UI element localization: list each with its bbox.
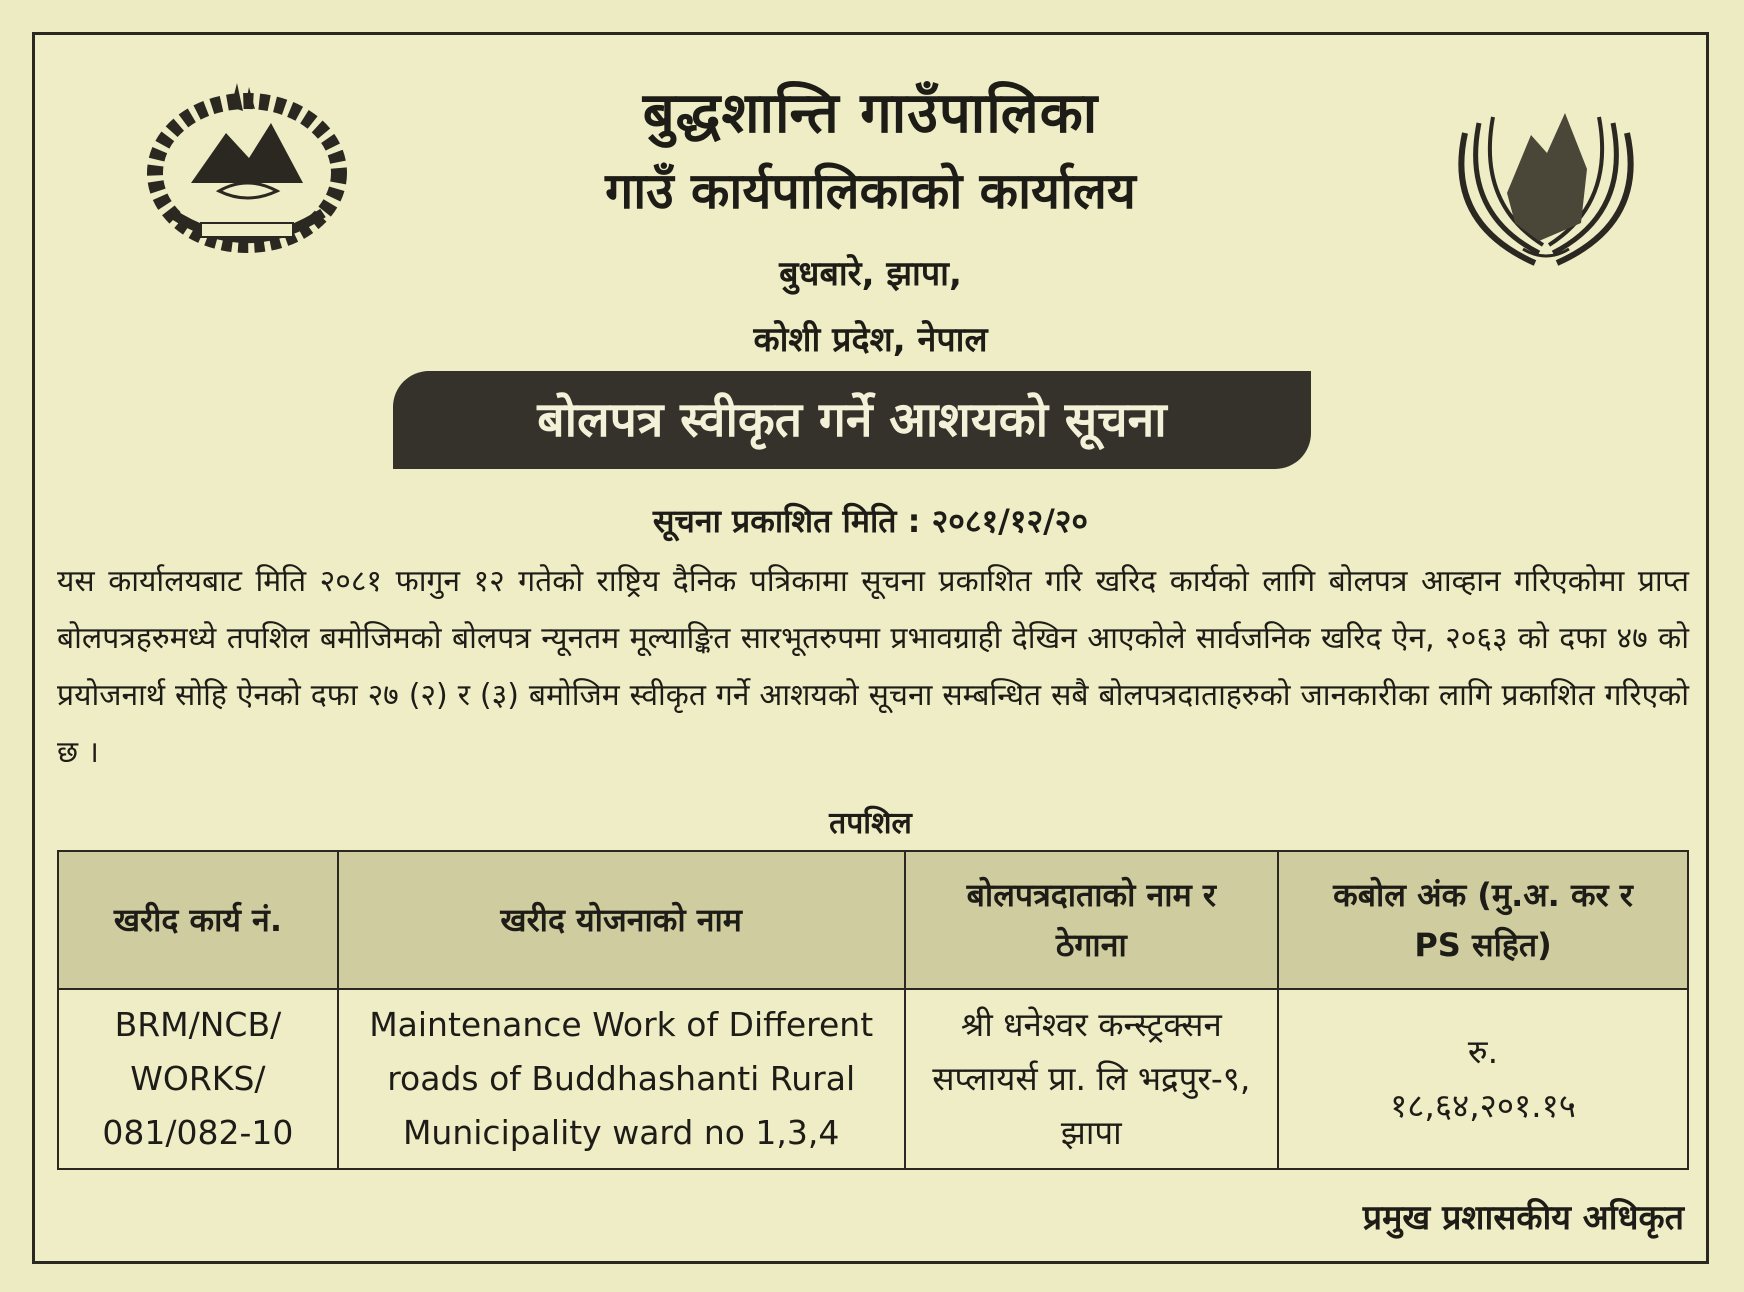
- office-title: गाउँ कार्यपालिकाको कार्यालय: [605, 162, 1136, 220]
- notice-frame: [32, 32, 1709, 1264]
- header-bidder: बोलपत्रदाताको नाम र ठेगाना: [905, 851, 1279, 989]
- header-contract-no: खरीद कार्य नं.: [58, 851, 338, 989]
- address-line-2: कोशी प्रदेश, नेपाल: [753, 320, 988, 360]
- section-label: तपशिल: [829, 806, 912, 841]
- cell-project-name: Maintenance Work of Different roads of Buddhashanti Rural Municipality ward no 1,3,4: [338, 989, 905, 1169]
- published-date: सूचना प्रकाशित मिति : २०८१/१२/२०: [652, 502, 1089, 540]
- header-bid-amount: कबोल अंक (मु.अ. कर र PS सहित): [1278, 851, 1688, 989]
- cell-bidder: श्री धनेश्वर कन्स्ट्रक्सन सप्लायर्स प्रा. लि भद्रपुर-९, झापा: [905, 989, 1279, 1169]
- municipality-title: बुद्धशान्ति गाउँपालिका: [642, 81, 1099, 146]
- signatory: प्रमुख प्रशासकीय अधिकृत: [1362, 1198, 1684, 1238]
- address-line-1: बुधबारे, झापा,: [779, 254, 962, 294]
- cell-bid-amount: रु. १८,६४,२०१.१५: [1278, 989, 1688, 1169]
- table-row: [58, 989, 1688, 1169]
- table-header-row: [58, 851, 1688, 989]
- notice-banner: बोलपत्र स्वीकृत गर्ने आशयको सूचना: [393, 371, 1311, 469]
- cell-contract-no: BRM/NCB/ WORKS/ 081/082-10: [58, 989, 338, 1169]
- details-table: [57, 850, 1689, 1170]
- notice-body: यस कार्यालयबाट मिति २०८१ फागुन १२ गतेको राष्ट्रिय दैनिक पत्रिकामा सूचना प्रकाशित गरि खरिद कार्यको लागि बोलपत्र आव्हान गरिएकोमा प्राप्त बोलपत्रहरुमध्ये तपशिल बमोजिमको बोलपत्र न्यूनतम मूल्याङ्कित सारभूतरुपमा प्रभावग्राही देखिन आएकोले सार्वजनिक खरिद ऐन, २०६३ को दफा ४७ को प्रयोजनार्थ सोहि ऐनको दफा २७ (२) र (३) बमोजिम स्वीकृत गर्ने आशयको सूचना सम्बन्धित सबै बोलपत्रदाताहरुको जानकारीका लागि प्रकाशित गरिएको छ ।: [57, 564, 1689, 770]
- header-project-name: खरीद योजनाको नाम: [338, 851, 905, 989]
